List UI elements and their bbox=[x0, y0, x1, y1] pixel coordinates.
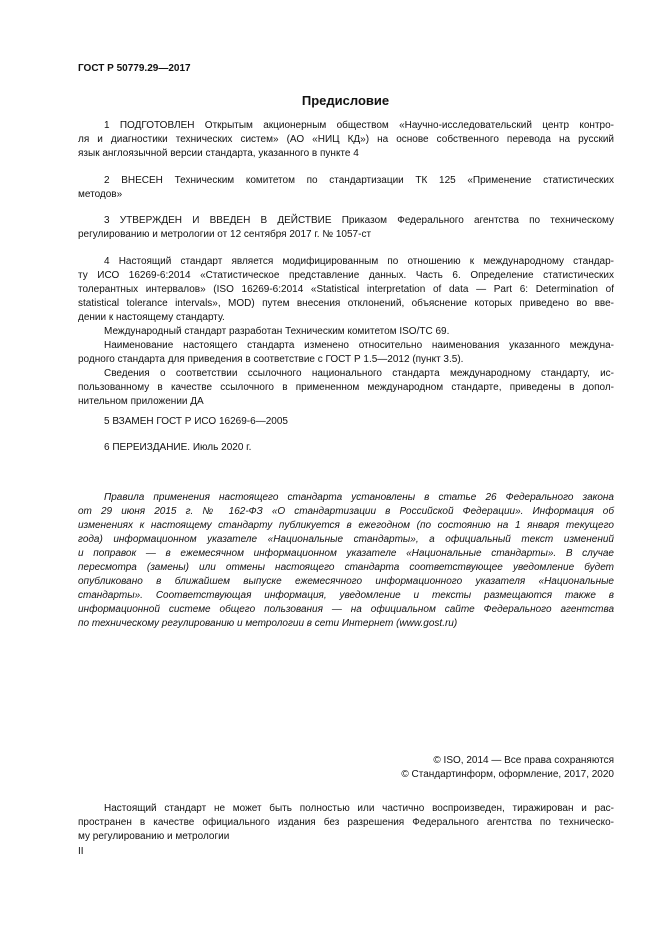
rules-line: года) информационном указателе «Национальные стандарты», а официальный текст изменений bbox=[78, 534, 614, 545]
foreword-item-1 bbox=[78, 119, 614, 161]
foreword-item-3 bbox=[78, 214, 614, 242]
page-title: Предисловие bbox=[301, 93, 390, 108]
notice-line: му регулированию и метрологии bbox=[78, 831, 230, 842]
rules-line: Правила применения настоящего стандарта установлены в статье 26 Федерального закона bbox=[104, 492, 614, 503]
item-1-line: язык англоязычной версии стандарта, указанного в пункте 4 bbox=[78, 148, 359, 159]
item-4-line: statistical tolerance intervals», MOD) путем внесения отклонений, объяснение которых приведено во вве- bbox=[78, 298, 614, 309]
item-4-name-line: Наименование настоящего стандарта изменено относительно наименования указанного междуна- bbox=[104, 340, 614, 351]
item-5-line: 5 ВЗАМЕН ГОСТ Р ИСО 16269-6—2005 bbox=[104, 416, 288, 427]
rules-line: изменениях к настоящему стандарту публикуется в ежегодном (по состоянию на 1 января текущего bbox=[78, 520, 614, 531]
item-4-line: дении к настоящему стандарту. bbox=[78, 312, 225, 323]
rules-line: и поправок — в ежемесячном информационном указателе «Национальные стандарты». В случае bbox=[78, 548, 614, 559]
rules-line: пересмотра (замены) или отмены настоящего стандарта соответствующее уведомление будет bbox=[78, 562, 614, 573]
item-4-info-line: нительном приложении ДА bbox=[78, 396, 204, 407]
copyright-line: © ISO, 2014 — Все права сохраняются bbox=[433, 755, 614, 766]
item-3-line: 3 УТВЕРЖДЕН И ВВЕДЕН В ДЕЙСТВИЕ Приказом Федерального агентства по техническому bbox=[104, 215, 614, 226]
copyright-block bbox=[401, 754, 614, 782]
rules-line: информационной системе общего пользования — на официальном сайте Федерального агентства bbox=[78, 604, 614, 615]
foreword-item-2 bbox=[78, 174, 614, 202]
item-4-name-line: родного стандарта для приведения в соответствие с ГОСТ Р 1.5—2012 (пункт 3.5). bbox=[78, 354, 464, 365]
page-number: II bbox=[78, 846, 84, 857]
copyright-line: © Стандартинформ, оформление, 2017, 2020 bbox=[401, 769, 614, 780]
item-6-line: 6 ПЕРЕИЗДАНИЕ. Июль 2020 г. bbox=[104, 442, 252, 453]
reproduction-notice bbox=[78, 802, 614, 844]
rules-line: от 29 июня 2015 г. № 162-ФЗ «О стандартизации в Российской Федерации». Информация об bbox=[78, 506, 614, 517]
rules-line: по техническому регулированию и метрологии в сети Интернет (www.gost.ru) bbox=[78, 618, 458, 629]
item-1-line: ля и диагностики технических систем» (АО «НИЦ КД») на основе собственного перевода на русский bbox=[78, 134, 614, 145]
rules-line: опубликовано в ближайшем выпуске ежемесячного информационного указателя «Национальные bbox=[78, 576, 614, 587]
notice-line: Настоящий стандарт не может быть полностью или частично воспроизведен, тиражирован и рас- bbox=[104, 803, 614, 814]
item-4-tc-line: Международный стандарт разработан Техническим комитетом ISO/TC 69. bbox=[104, 326, 450, 337]
foreword-item-5 bbox=[78, 415, 614, 429]
rules-line: стандарты». Соответствующая информация, уведомление и тексты размещаются также в bbox=[78, 590, 614, 601]
item-4-line: толерантных интервалов» (ISO 16269-6:2014 «Statistical interpretation of data — Part 6: Determination of bbox=[78, 284, 614, 295]
foreword-item-6 bbox=[78, 441, 614, 455]
item-2-line: 2 ВНЕСЕН Техническим комитетом по стандартизации ТК 125 «Применение статистических bbox=[104, 175, 614, 186]
item-4-line: 4 Настоящий стандарт является модифицированным по отношению к международному стандар- bbox=[104, 256, 614, 267]
document-header: ГОСТ Р 50779.29—2017 bbox=[78, 63, 191, 74]
item-4-info-line: пользованному в качестве ссылочного в примененном международном стандарте, приведены в допол- bbox=[78, 382, 614, 393]
item-2-line: методов» bbox=[78, 189, 123, 200]
foreword-item-4 bbox=[78, 255, 614, 409]
item-4-line: ту ИСО 16269-6:2014 «Статистическое представление данных. Часть 6. Определение статистических bbox=[78, 270, 614, 281]
application-rules bbox=[78, 491, 614, 631]
item-3-line: регулированию и метрологии от 12 сентября 2017 г. № 1057-ст bbox=[78, 229, 372, 240]
item-1-line: 1 ПОДГОТОВЛЕН Открытым акционерным обществом «Научно-исследовательский центр контро- bbox=[104, 120, 614, 131]
item-4-info-line: Сведения о соответствии ссылочного национального стандарта международному стандарту, ис- bbox=[104, 368, 614, 379]
notice-line: пространен в качестве официального издания без разрешения Федерального агентства по техническо- bbox=[78, 817, 614, 828]
